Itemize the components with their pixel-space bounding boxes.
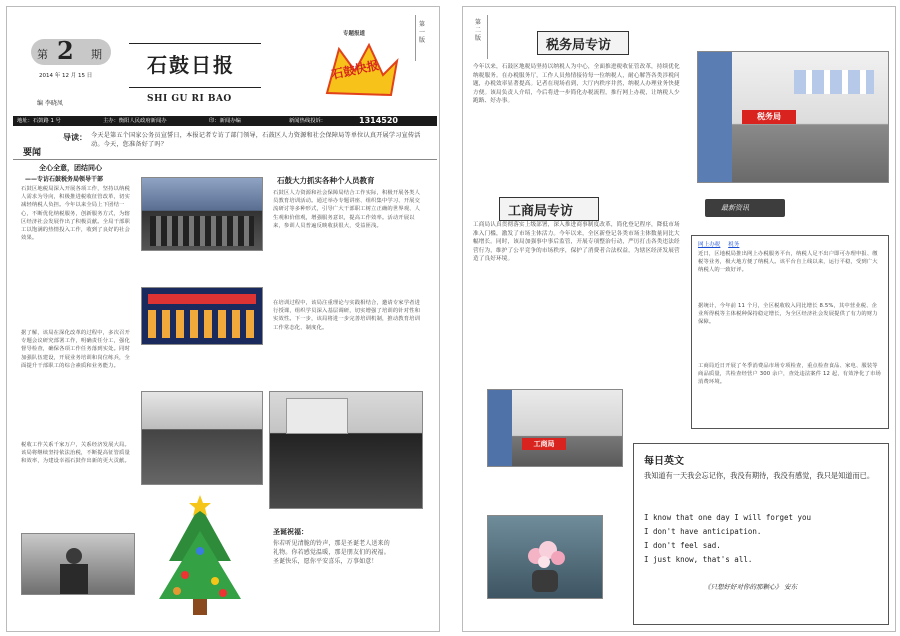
newspaper-page-2: [462, 6, 896, 632]
tax-article: 今年以来，石鼓区地税局坚持以纳税人为中心，全面推进税收征管改革，持续优化纳税服务。在办税服务厅，工作人员热情接待每一位纳税人，耐心解答各类涉税问题，办税效率显著提高。记者在现场看到，大厅内秩序井然，纳税人办理业务快捷方便。该局负责人介绍，今后将进一步简化办税流程，推行网上办税，让纳税人少跑路、好办事。: [473, 64, 680, 105]
photo-flower-vase: [487, 515, 603, 599]
christmas-tree-image: [145, 491, 255, 627]
photo-biz-office: [487, 389, 623, 467]
logo-text: 石鼓快报: [330, 58, 381, 82]
news-label-box: [705, 199, 785, 217]
page-label-2: 第二版: [475, 19, 482, 42]
news-label: 最新资讯: [721, 204, 749, 212]
news-paragraph-1: 近日，区地税局推出网上办税服务平台，纳税人足不出户即可办理申报、缴税等业务，极大地方便了纳税人。该平台自上线以来，运行平稳，受到广大纳税人的一致好评。: [698, 251, 878, 274]
article-1-part-3: 税收工作关系千家万户，关系经济发展大局。该局将继续坚持依法治税，不断提高征管质量和效率，为建设幸福石鼓作出新的更大贡献。: [21, 442, 130, 465]
flower-icon: [488, 516, 602, 598]
english-line-4: I just know, that's all.: [644, 555, 753, 564]
title-pinyin: SHI GU RI BAO: [147, 94, 232, 104]
wish-title: 圣诞祝福：: [273, 528, 308, 536]
issue-suffix: 期: [91, 48, 102, 61]
photo-meeting-hall: [141, 177, 263, 251]
newspaper-page-1: [6, 6, 440, 632]
tax-sign-text: 税务局: [757, 112, 781, 121]
article-2-part-2: 在培训过程中，该局注重理论与实践相结合，邀请专家学者进行授课，组织学员深入基层调研，切实增强了培训的针对性和实效性。下一步，该局将进一步完善培训机制，推动教育培训工作常态化、制度化。: [273, 300, 421, 331]
english-line-3: I don't feel sad.: [644, 541, 721, 550]
info-host: 主办：衡阳人民政府新闻办: [103, 118, 167, 124]
info-bar: [13, 116, 437, 126]
guide-box: [61, 129, 433, 157]
news-paragraph-2: 据统计，今年前 11 个月，全区税收收入同比增长 8.5%，其中营业税、企业所得税等主体税种保持稳定增长，为全区经济社会发展提供了有力的财力保障。: [698, 303, 878, 326]
tax-title: 税务局专访: [546, 38, 612, 53]
guide-text: 今天是第五个国家公务员宣誓日，本报记者专访了部门领导，石鼓区人力资源和社会保障局等单位认真开展学习宣传活动。今天，您准备好了吗？: [91, 132, 421, 148]
headline-2: 石鼓大力抓实各种个人员教育: [277, 176, 375, 185]
article-1-part-1: 石鼓区地税局深入开展各项工作，坚持以纳税人需求为导向，积极推进税收征管改革，切实减轻纳税人负担。今年以来全局上下团结一心，不断优化纳税服务，创新服务方式，为辖区经济社会发展作出了积极贡献。全局干部职工以饱满的热情投入工作，收到了良好的社会效果。: [21, 186, 130, 242]
english-line-1: I know that one day I will forget you: [644, 513, 812, 522]
news-link-online[interactable]: 网上办税: [698, 242, 721, 248]
english-line-2: I don't have anticipation.: [644, 527, 762, 536]
english-chinese: 我知道有一天我会忘记你，我没有期待，我没有感觉，我只是知道而已。: [644, 471, 875, 480]
biz-sign-text: 工商局: [533, 440, 555, 448]
kuaibao-logo: [321, 41, 401, 99]
article-1-part-2: 据了解，该局在深化改革的过程中，多次召开专题会议研究部署工作，明确责任分工，强化督导检查，确保各项工作任务落到实处。同时加强队伍建设，开展业务培训和岗位练兵，全面提升干部职工的综合素质和业务能力。: [21, 330, 130, 369]
tax-sign: [742, 110, 796, 124]
biz-sign: [522, 438, 566, 450]
article-2-part-1: 石鼓区人力资源和社会保障局结合工作实际，积极开展各类人员教育培训活动。通过举办专题讲座、组织集中学习、开展交流研讨等多种形式，引导广大干部职工树立正确的世界观、人生观和价值观，增强服务意识，提高工作效率。活动开展以来，参训人员普遍反映收获很大，受益匪浅。: [273, 190, 421, 229]
issue-box: [27, 25, 123, 89]
badge-caption: 专题报道: [343, 31, 366, 37]
biz-article: 工商局认真贯彻落实上级部署，深入推进商事制度改革，简化登记程序，降低市场准入门槛，激发了市场主体活力。今年以来，全区新登记各类市场主体数量同比大幅增长。同时，该局加强事中事后监管，开展专项整治行动，严厉打击各类违法经营行为，维护了公平竞争的市场秩序，保护了消费者合法权益，为辖区经济发展营造了良好环境。: [473, 222, 680, 263]
biz-title-box: [499, 197, 599, 221]
section-label: 要闻: [23, 148, 42, 158]
english-source: 《只想好好对你的那颗心》 安东: [704, 583, 798, 591]
editor-line: 编 李晓凤: [37, 100, 63, 107]
issue-prefix: 第: [37, 48, 48, 61]
news-links: [698, 240, 739, 248]
photo-tax-office: [697, 51, 889, 183]
headline-1: 全心全意，团结同心: [39, 164, 102, 172]
page-label: 第一版: [419, 21, 426, 44]
photo-classroom: [141, 391, 263, 485]
news-link-tax[interactable]: 税务: [728, 242, 740, 248]
issue-number: 2: [57, 36, 74, 65]
tax-title-box: [537, 31, 629, 55]
info-office: 印：新闻办编: [209, 118, 241, 124]
photo-speaker: [21, 533, 135, 595]
guide-label: 导读：: [63, 133, 87, 142]
news-paragraph-3: 工商局近日开展了冬季消费品市场专项检查，重点检查食品、家电、服装等商品质量，共检查经营户 300 余户，查处违法案件 12 起，有效净化了市场消费环境。: [698, 363, 881, 386]
newspaper-title: 石鼓日报: [147, 53, 235, 77]
info-phone: 1314520: [359, 116, 398, 125]
photo-presentation: [269, 391, 423, 509]
info-address: 地址：石鼓路 1 号: [17, 118, 61, 124]
wish-text: 你若听见清脆的铃声，那是圣诞老人送来的礼物。你若感觉温暖，那是朋友们的祝福。圣诞快乐，愿你平安喜乐，万事如意！: [273, 540, 390, 565]
info-phone-label: 新闻热线投诉：: [289, 118, 327, 124]
news-box: [691, 235, 889, 429]
biz-title: 工商局专访: [508, 204, 574, 219]
subhead-1: ——专访石鼓税务局领导干部: [25, 176, 104, 183]
issue-date: 2014 年 12 月 15 日: [39, 73, 93, 79]
christmas-tree-icon: [145, 491, 255, 627]
english-box: [633, 443, 889, 625]
photo-screen: [141, 287, 263, 345]
english-title: 每日英文: [644, 456, 684, 467]
